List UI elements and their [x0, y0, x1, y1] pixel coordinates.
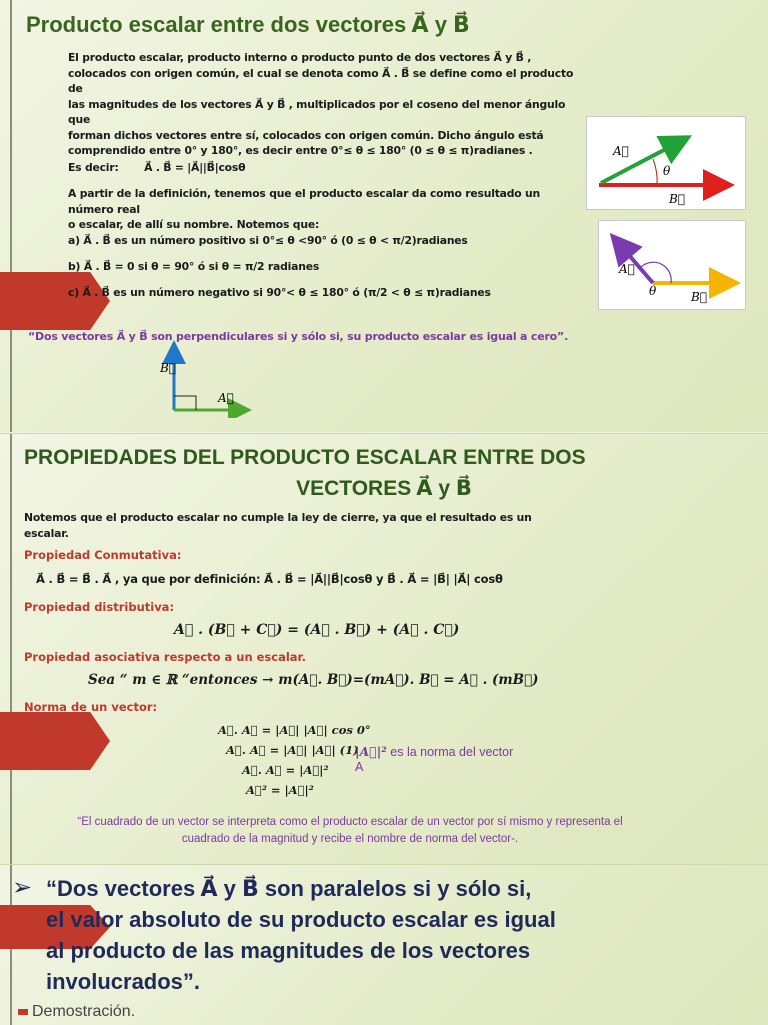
- norma-note-formula: |A⃗|²: [355, 744, 387, 759]
- es-decir: [68, 160, 245, 176]
- def-line: A partir de la definición, tenemos que el producto escalar da como resultado un número real: [68, 187, 541, 216]
- teorema-text: “Dos vectores A⃗ y B⃗ son perpendiculares si y sólo si, su producto escalar es igual a cero”.: [28, 330, 569, 343]
- label-b: B⃗: [160, 361, 177, 375]
- definition-paragraph: [68, 186, 588, 233]
- slide-properties: [0, 433, 768, 864]
- intro-line: comprendido entre 0° y 180°, es decir entre 0°≤ θ ≤ 180° (0 ≤ θ ≤ π)radianes .: [68, 144, 533, 157]
- norma-line: A⃗. A⃗ = |A⃗| |A⃗| cos 0°: [218, 723, 371, 737]
- norma-derivation: [218, 720, 371, 800]
- title-line-1: PROPIEDADES DEL PRODUCTO ESCALAR ENTRE DOS: [24, 446, 586, 469]
- page-title: Producto escalar entre dos vectores A⃗ y B⃗: [26, 12, 470, 37]
- intro-line: colocados con origen común, el cual se denota como A⃗ . B⃗ se define como el producto de: [68, 66, 574, 95]
- theorem-line: al producto de las magnitudes de los vectores: [46, 938, 531, 963]
- label-a: A⃗: [613, 144, 629, 158]
- norma-quote: [20, 814, 680, 848]
- slide-rule: [10, 434, 12, 864]
- figure-obtuse-angle: [598, 220, 746, 310]
- quote-line: “El cuadrado de un vector se interpreta como el producto escalar de un vector por sí mismo y representa el: [77, 816, 623, 828]
- bullet-arrow-icon: ➢: [12, 874, 33, 901]
- distributiva-formula: A⃗ . (B⃗ + C⃗) = (A⃗ . B⃗) + (A⃗ . C⃗): [174, 622, 460, 638]
- intro-line: forman dichos vectores entre sí, colocados con origen común. Dicho ángulo está: [68, 128, 544, 142]
- right-angle-mark: [174, 396, 196, 410]
- slide-definition: [0, 0, 768, 432]
- asociativa-formula: Sea “ m ∈ ℝ “entonces → m(A⃗. B⃗)=(mA⃗). B⃗ = A⃗ . (mB⃗): [88, 672, 539, 688]
- figure-acute-angle: [586, 116, 746, 210]
- conmutativa-formula: A⃗ . B⃗ = B⃗ . A⃗ , ya que por definición: A⃗ . B⃗ = |A⃗||B⃗|cosθ y B⃗ . A⃗ = |B⃗| |A⃗| cosθ: [36, 572, 503, 586]
- case-item: b) A⃗ . B⃗ = 0 si θ = 90° ó si θ = π/2 radianes: [68, 260, 320, 273]
- norma-note: [355, 744, 513, 775]
- norma-line: A⃗² = |A⃗|²: [246, 783, 314, 797]
- bookmark-tab-icon: [0, 712, 110, 770]
- label-a: A⃗: [218, 391, 234, 405]
- label-b: B⃗: [691, 290, 708, 304]
- norma-note-text: es la norma del vector: [390, 745, 514, 759]
- angle-arc: [653, 159, 657, 185]
- label-theta: θ: [663, 164, 671, 178]
- conmutativa-label: Propiedad Conmutativa:: [24, 548, 182, 562]
- theorem-line: “Dos vectores A⃗ y B⃗ son paralelos si y sólo si,: [46, 876, 532, 901]
- intro-line: las magnitudes de los vectores A⃗ y B⃗ , multiplicados por el coseno del menor ángulo que: [68, 97, 566, 126]
- slide-rule: [10, 0, 12, 432]
- es-decir-label: Es decir:: [68, 161, 119, 174]
- obtuse-angle-diagram: [599, 221, 745, 309]
- slide-parallel: [0, 864, 768, 1025]
- quote-line: cuadrado de la magnitud y recibe el nombre de norma del vector-.: [181, 833, 519, 845]
- label-theta: θ: [649, 284, 657, 298]
- label-a: A⃗: [619, 262, 635, 276]
- teorema-label: Teorema:: [28, 310, 88, 324]
- title-line-2: VECTORES A⃗ y B⃗: [296, 477, 472, 500]
- case-item: c) A⃗ . B⃗ es un número negativo si 90°< θ ≤ 180° ó (π/2 < θ ≤ π)radianes: [68, 286, 491, 299]
- demo-bullet-icon: [18, 1009, 28, 1015]
- case-item: a) A⃗ . B⃗ es un número positivo si 0°≤ θ <90° ó (0 ≤ θ < π/2)radianes: [68, 234, 468, 247]
- distributiva-label: Propiedad distributiva:: [24, 600, 175, 614]
- properties-intro: Notemos que el producto escalar no cumple la ley de cierre, ya que el resultado es un escalar.: [24, 511, 532, 540]
- def-line: o escalar, de allí su nombre. Notemos que:: [68, 218, 320, 231]
- norma-line: A⃗. A⃗ = |A⃗|²: [242, 763, 329, 777]
- demo-label: Demostración.: [32, 1003, 136, 1020]
- vector-a-arrow: [615, 239, 653, 283]
- properties-title: [24, 442, 744, 504]
- theorem-line: involucrados”.: [46, 969, 201, 994]
- norma-line: A⃗. A⃗ = |A⃗| |A⃗| (1): [226, 743, 359, 757]
- norma-note-var: A: [355, 760, 364, 774]
- cases-list: [68, 228, 588, 306]
- intro-line: El producto escalar, producto interno o producto punto de dos vectores A⃗ y B⃗ ,: [68, 51, 532, 64]
- intro-paragraph: [68, 50, 578, 159]
- theorem-line: el valor absoluto de su producto escalar es igual: [46, 907, 556, 932]
- asociativa-label: Propiedad asociativa respecto a un escalar.: [24, 650, 306, 664]
- label-b: B⃗: [669, 192, 686, 206]
- perpendicular-diagram: [152, 340, 256, 418]
- norma-label: Norma de un vector:: [24, 700, 158, 714]
- parallel-theorem: [46, 873, 746, 997]
- es-decir-formula: A⃗ . B⃗ = |A⃗||B⃗|cosθ: [144, 161, 246, 174]
- acute-angle-diagram: [587, 117, 745, 209]
